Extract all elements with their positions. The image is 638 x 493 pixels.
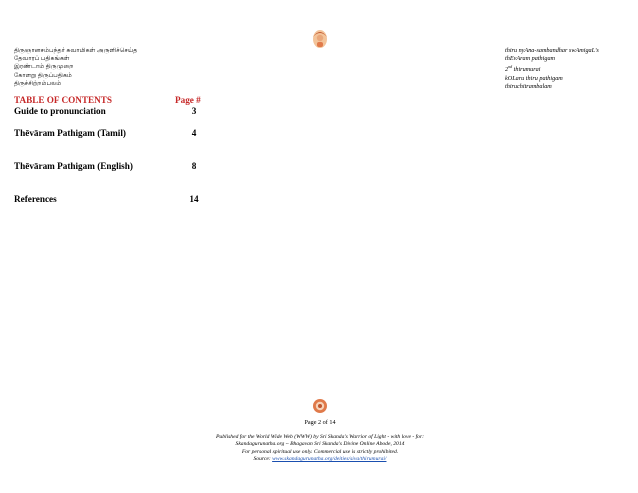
toc-entry-title: Thēvāram Pathigam (Tamil) — [14, 128, 126, 138]
personal-use-line: For personal spiritual use only. Commercial use is strictly prohibited. — [241, 448, 399, 455]
toc-page-heading: Page # — [175, 95, 201, 105]
transliteration-header — [505, 47, 599, 91]
toc-entry-page: 14 — [189, 194, 199, 204]
source-label: Source: — [253, 456, 271, 463]
toc-entry-title: References — [14, 194, 57, 204]
toc-entry-page: 8 — [191, 161, 197, 171]
transliteration-line: thEvAram pathigam — [505, 55, 556, 63]
page-indicator: Page 2 of 14 — [304, 419, 336, 426]
publication-footer — [180, 434, 460, 464]
toc-entry-page: 3 — [191, 106, 197, 116]
toc-entry-title: Guide to pronunciation — [14, 106, 106, 116]
tamil-header-line: திருச்சிற்றம்பலம் — [14, 79, 62, 87]
source-line — [180, 456, 460, 463]
toc-entry-page: 4 — [191, 128, 197, 138]
toc-heading-row — [14, 95, 314, 106]
transliteration-line: thiru nyAna-sambandhar swAmigaL's — [505, 47, 599, 54]
source-link[interactable]: www.skandagurunatha.org/deities/siva/thirumurai/ — [272, 456, 387, 463]
tamil-header-line: தேவாரப் பதிகங்கள் — [14, 55, 70, 63]
transliteration-line: kOLaru thiru pathigam — [505, 74, 563, 82]
toc-entry[interactable] — [14, 106, 314, 117]
toc-entry[interactable] — [14, 128, 314, 161]
toc-heading: TABLE OF CONTENTS — [14, 95, 113, 105]
table-of-contents — [14, 95, 314, 205]
tamil-header — [14, 47, 137, 88]
toc-entry[interactable] — [14, 161, 314, 194]
toc-entry-title: Thēvāram Pathigam (English) — [14, 161, 133, 171]
deity-logo-icon — [309, 27, 331, 49]
transliteration-line: thiruchitrambalam — [505, 82, 552, 90]
site-line: Skandagurunatha.org ~ Bhagavan Sri Skanda's Divine Online Abode, 2014 — [235, 441, 405, 448]
tamil-header-line: கோளறு திருப்பதிகம் — [14, 71, 72, 79]
toc-entry[interactable] — [14, 194, 314, 205]
published-line: Published for the World Wide Web (WWW) by Sri Skanda's Warrior of Light - with love - for: — [216, 434, 424, 440]
tamil-header-line: திருஞானசம்பந்தர் சுவாமிகள் அருளிச்செய்த — [14, 47, 138, 54]
peacock-logo-icon — [312, 398, 328, 414]
transliteration-line: 2nd thirumurai — [505, 64, 541, 74]
tamil-header-line: இரண்டாம் திருமுறை — [14, 63, 74, 71]
